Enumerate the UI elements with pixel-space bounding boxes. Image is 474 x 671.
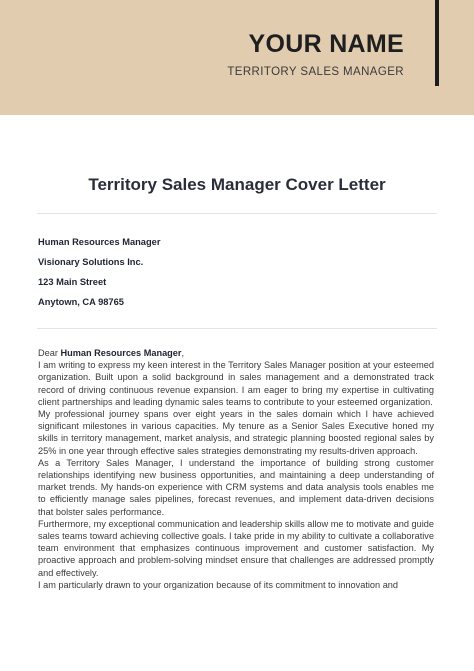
salutation-suffix: , xyxy=(181,348,185,358)
paragraph: My professional journey spans over eight years in the sales domain which I have achieved significant milestones in various capacities. My tenure as a Senior Sales Executive honed my skills in territory management, market analysis, and strategic planning boosted regional sales by 25% in one year through effective sales strategies demonstrating my results-driven approach. xyxy=(38,409,434,456)
applicant-role: TERRITORY SALES MANAGER xyxy=(227,66,404,78)
letter-body xyxy=(38,347,434,591)
divider-middle xyxy=(37,328,437,329)
document-title: Territory Sales Manager Cover Letter xyxy=(88,175,386,194)
recipient-street: 123 Main Street xyxy=(38,277,107,287)
applicant-name: YOUR NAME xyxy=(248,30,404,58)
header-banner xyxy=(0,0,474,115)
salutation xyxy=(38,347,434,359)
salutation-prefix: Dear xyxy=(38,348,61,358)
paragraph: As a Territory Sales Manager, I understand the importance of building strong customer relationships identifying new business opportunities, and maintaining a deep understanding of market trends. My hands-on experience with CRM systems and data analysis tools enables me to efficiently manage sales pipelines, forecast revenues, and implement data-driven decisions that bolster sales performance. xyxy=(38,457,434,517)
accent-vertical-line xyxy=(435,0,439,86)
paragraph: Furthermore, my exceptional communication and leadership skills allow me to motivate and guide sales teams toward achieving collective goals. I take pride in my ability to cultivate a collaborative team environment that emphasizes continuous improvement and customer satisfaction. My proactive approach and problem-solving mindset ensure that challenges are addressed promptly and effectively. xyxy=(38,518,434,578)
recipient-city: Anytown, CA 98765 xyxy=(38,297,124,307)
recipient-company: Visionary Solutions Inc. xyxy=(38,257,144,267)
salutation-name: Human Resources Manager xyxy=(60,348,182,358)
divider-top xyxy=(37,213,437,214)
recipient-title: Human Resources Manager xyxy=(38,237,161,247)
paragraph: I am writing to express my keen interest in the Territory Sales Manager position at your esteemed organization. Built upon a solid background in sales management and a demonstrated track record of driving continuous revenue expansion. I am eager to bring my expertise in cultivating client partnerships and leading dynamic sales teams to contribute to your esteemed organization. xyxy=(38,360,434,407)
paragraph: I am particularly drawn to your organization because of its commitment to innovation and xyxy=(38,579,399,590)
